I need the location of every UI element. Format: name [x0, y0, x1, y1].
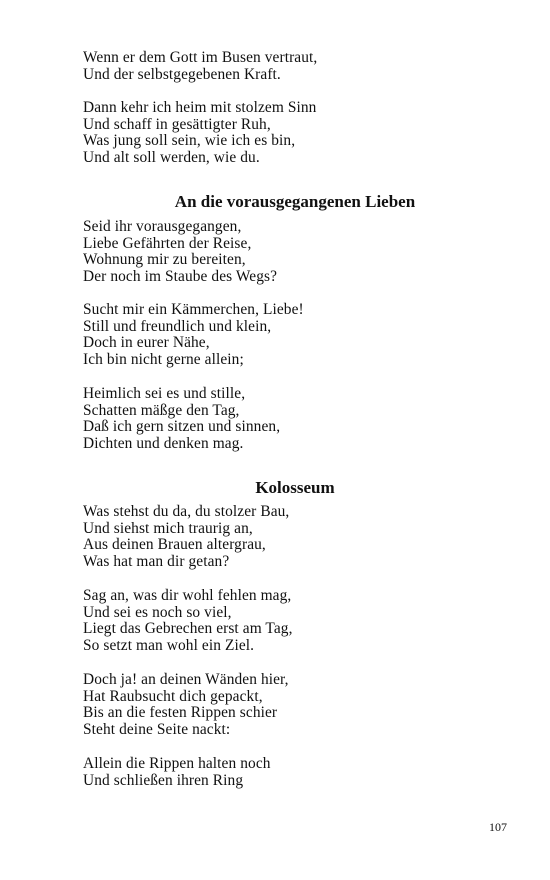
verse-line: Heimlich sei es und stille,: [83, 385, 246, 402]
stanza: [83, 50, 503, 83]
verse-line: Und schaff in gesättigter Ruh,: [83, 115, 271, 133]
verse-line: Wohnung mir zu bereiten,: [83, 251, 246, 269]
verse-line: Aus deinen Brauen altergrau,: [83, 536, 266, 554]
verse-line: Doch ja! an deinen Wänden hier,: [83, 671, 289, 688]
verse-line: Allein die Rippen halten noch: [83, 755, 271, 772]
verse-line: Wenn er dem Gott im Busen vertraut,: [83, 49, 318, 66]
verse-line: Liebe Gefährten der Reise,: [83, 234, 252, 252]
verse-line: Dichten und denken mag.: [83, 434, 244, 452]
stanza: [83, 302, 503, 368]
verse-line: Dann kehr ich heim mit stolzem Sinn: [83, 99, 317, 116]
stanza: [83, 504, 503, 570]
verse-line: Was hat man dir getan?: [83, 552, 230, 570]
verse-line: Was jung soll sein, wie ich es bin,: [83, 132, 296, 150]
verse-line: Und alt soll werden, wie du.: [83, 148, 260, 166]
stanza: [83, 100, 503, 166]
stanza: [83, 588, 503, 654]
verse-line: Schatten mäßge den Tag,: [83, 401, 240, 419]
verse-line: Daß ich gern sitzen und sinnen,: [83, 418, 281, 436]
page-number: 107: [489, 820, 507, 834]
verse-line: Bis an die festen Rippen schier: [83, 704, 278, 722]
verse-line: Und sei es noch so viel,: [83, 603, 232, 621]
verse-line: Doch in eurer Nähe,: [83, 334, 210, 352]
stanza: [83, 219, 503, 285]
stanza: [83, 672, 503, 738]
verse-line: Und der selbstgegebenen Kraft.: [83, 65, 281, 83]
verse-line: Und siehst mich traurig an,: [83, 519, 253, 537]
verse-line: Seid ihr vorausgegangen,: [83, 218, 242, 235]
verse-line: Liegt das Gebrechen erst am Tag,: [83, 620, 293, 638]
verse-line: Still und freundlich und klein,: [83, 317, 272, 335]
verse-line: Sag an, was dir wohl fehlen mag,: [83, 587, 292, 604]
verse-line: Hat Raubsucht dich gepackt,: [83, 687, 263, 705]
verse-line: So setzt man wohl ein Ziel.: [83, 636, 255, 654]
verse-line: Der noch im Staube des Wegs?: [83, 267, 278, 285]
stanza: [83, 756, 503, 789]
verse-line: Und schließen ihren Ring: [83, 771, 244, 789]
stanza: [83, 386, 503, 452]
verse-line: Was stehst du da, du stolzer Bau,: [83, 503, 290, 520]
poem-title: Kolosseum: [255, 478, 335, 497]
poem-title: An die vorausgegangenen Lieben: [174, 192, 416, 211]
verse-line: Ich bin nicht gerne allein;: [83, 350, 244, 368]
verse-line: Steht deine Seite nackt:: [83, 720, 231, 738]
verse-line: Sucht mir ein Kämmerchen, Liebe!: [83, 301, 304, 318]
